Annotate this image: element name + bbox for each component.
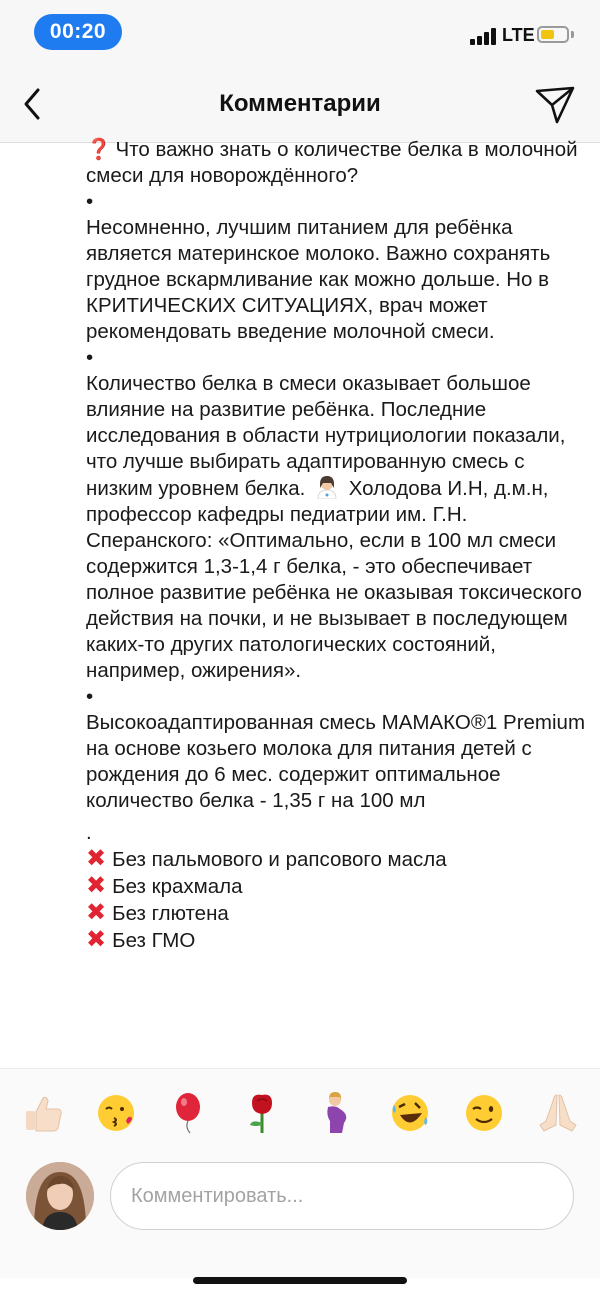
comment-composer xyxy=(0,1158,600,1278)
signal-icon xyxy=(470,27,498,45)
question-mark-icon: ❓ xyxy=(86,138,112,161)
winking-face-icon[interactable] xyxy=(462,1091,506,1135)
battery-icon xyxy=(537,26,569,43)
nav-header xyxy=(0,70,600,143)
woman-doctor-icon xyxy=(315,475,339,499)
status-bar xyxy=(0,0,600,70)
status-time: 00:20 xyxy=(34,14,122,50)
share-button[interactable] xyxy=(534,84,576,126)
avatar[interactable] xyxy=(26,1162,94,1230)
list-item: ✖ Без глютена xyxy=(86,899,229,926)
dot-separator: . xyxy=(86,821,92,844)
cross-mark-icon: ✖ xyxy=(86,845,107,872)
comment-paragraph: Количество белка в смеси оказывает большое влияние на развитие ребёнка. Последние исследования в области нутрициологии показали, что лучше выбирать адаптированную смесь с низким уровнем белка. Холодова И.Н, д.м.н, профессор кафедры педиатрии им. Г.Н. Сперанского: «Оптимально, если в 100 мл смеси содержится 1,3-1,4 г белка, - это обеспечивает полное развитие ребёнка не оказывая токсического действия на почки, и не вызывает в последующем каких-то других патологических состояний, например, ожирения». xyxy=(86,372,582,682)
comment-paragraph: Высокоадаптированная смесь МАМАКО®1 Premium на основе козьего молока для питания детей с рождения до 6 мес. содержит оптимальное количество белка - 1,35 г на 100 мл xyxy=(86,711,586,812)
home-indicator[interactable] xyxy=(193,1277,407,1284)
comment-question: ❓ Что важно знать о количестве белка в молочной смеси для новорождённого? xyxy=(86,138,578,187)
folded-hands-icon[interactable] xyxy=(536,1091,580,1135)
comment-input[interactable] xyxy=(110,1162,574,1230)
paper-plane-icon xyxy=(534,84,576,126)
cross-mark-icon: ✖ xyxy=(86,926,107,953)
battery-tip xyxy=(571,31,574,38)
cross-mark-icon: ✖ xyxy=(86,872,107,899)
thumbs-up-icon[interactable] xyxy=(22,1091,66,1135)
pregnant-woman-icon[interactable] xyxy=(314,1091,358,1135)
cross-mark-icon: ✖ xyxy=(86,899,107,926)
emoji-bar xyxy=(0,1068,600,1159)
rolling-laughing-face-icon[interactable] xyxy=(388,1091,432,1135)
bullet-separator: • xyxy=(86,346,94,369)
bullet-separator: • xyxy=(86,685,94,708)
list-item: ✖ Без пальмового и рапсового масла xyxy=(86,845,447,872)
balloon-icon[interactable] xyxy=(166,1091,210,1135)
list-item: ✖ Без крахмала xyxy=(86,872,243,899)
page-title: Комментарии xyxy=(219,90,381,117)
kissing-face-icon[interactable] xyxy=(94,1091,138,1135)
comment-body xyxy=(86,137,586,1067)
network-type: LTE xyxy=(502,25,535,45)
bullet-separator: • xyxy=(86,190,94,213)
list-item: ✖ Без ГМО xyxy=(86,926,196,953)
rose-icon[interactable] xyxy=(240,1091,284,1135)
comment-paragraph: Несомненно, лучшим питанием для ребёнка является материнское молоко. Важно сохранять грудное вскармливание как можно дольше. Но в КРИТИЧЕСКИХ СИТУАЦИЯХ, врач может рекомендовать введение молочной смеси. xyxy=(86,216,551,343)
